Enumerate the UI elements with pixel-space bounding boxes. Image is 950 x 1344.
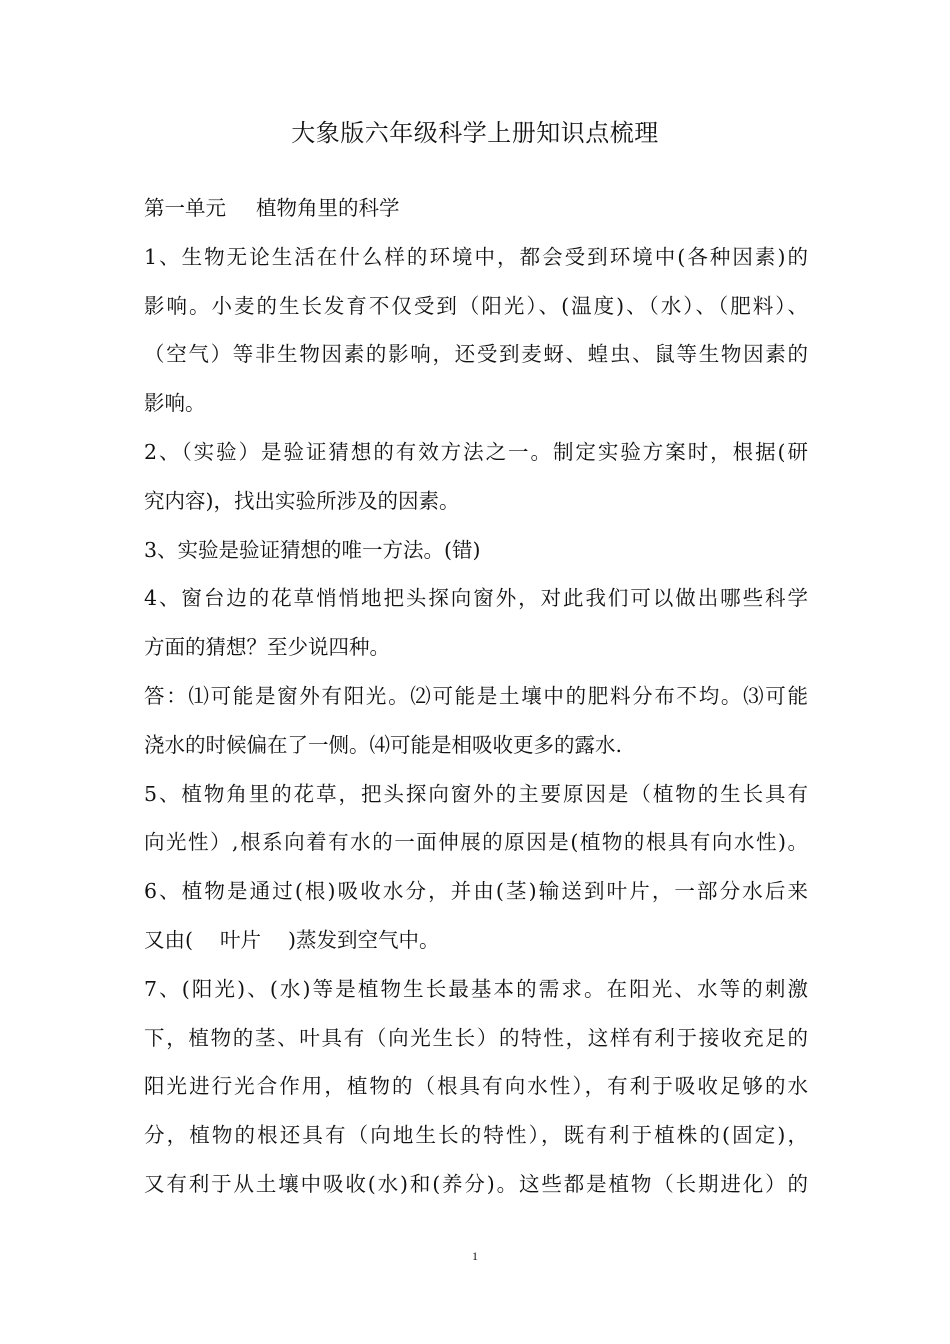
text-line: 5、植物角里的花草，把头探向窗外的主要原因是（植物的生长具有: [144, 781, 808, 806]
text-line: 分，植物的根还具有（向地生长的特性），既有利于植株的(固定)，: [144, 1123, 808, 1148]
text-line: 又有利于从土壤中吸收(水)和(养分)。这些都是植物（长期进化）的: [144, 1171, 808, 1196]
text-line: 浇水的时候偏在了一侧。⑷可能是相吸收更多的露水.: [144, 732, 623, 757]
text-line: 3、实验是验证猜想的唯一方法。(错): [144, 537, 481, 562]
unit-number: 第一单元: [144, 196, 226, 220]
text-line: 影响。: [144, 391, 206, 416]
text-line: 又由( 叶片 )蒸发到空气中。: [144, 927, 440, 952]
unit-heading: [144, 184, 808, 233]
text-line: （空气）等非生物因素的影响，还受到麦蚜、蝗虫、鼠等生物因素的: [144, 342, 808, 367]
text-line: 下，植物的茎、叶具有（向光生长）的特性，这样有利于接收充足的: [144, 1025, 808, 1050]
text-line: 1、生物无论生活在什么样的环境中，都会受到环境中(各种因素)的: [144, 244, 808, 269]
text-line: 究内容)，找出实验所涉及的因素。: [144, 488, 460, 513]
text-line: 6、植物是通过(根)吸收水分，并由(茎)输送到叶片，一部分水后来: [144, 879, 808, 904]
text-line: 答：⑴可能是窗外有阳光。⑵可能是土壤中的肥料分布不均。⑶可能: [144, 683, 808, 708]
text-line: 向光性）,根系向着有水的一面伸展的原因是(植物的根具有向水性)。: [144, 830, 808, 855]
document-body: [144, 184, 808, 1209]
paragraph-lines: [144, 233, 808, 1209]
text-line: 2、（实验）是验证猜想的有效方法之一。制定实验方案时，根据(研: [144, 439, 808, 464]
text-line: 7、(阳光)、(水)等是植物生长最基本的需求。在阳光、水等的刺激: [144, 976, 808, 1001]
unit-name: 植物角里的科学: [256, 196, 400, 220]
document-title: 大象版六年级科学上册知识点梳理: [291, 119, 659, 147]
page-number: 1: [472, 1249, 478, 1263]
text-line: 4、窗台边的花草悄悄地把头探向窗外，对此我们可以做出哪些科学: [144, 586, 808, 611]
text-line: 阳光进行光合作用，植物的（根具有向水性），有利于吸收足够的水: [144, 1074, 808, 1099]
text-line: 方面的猜想？至少说四种。: [144, 635, 390, 660]
text-line: 影响。小麦的生长发育不仅受到（阳光）、(温度)、（水）、（肥料）、: [144, 293, 808, 318]
